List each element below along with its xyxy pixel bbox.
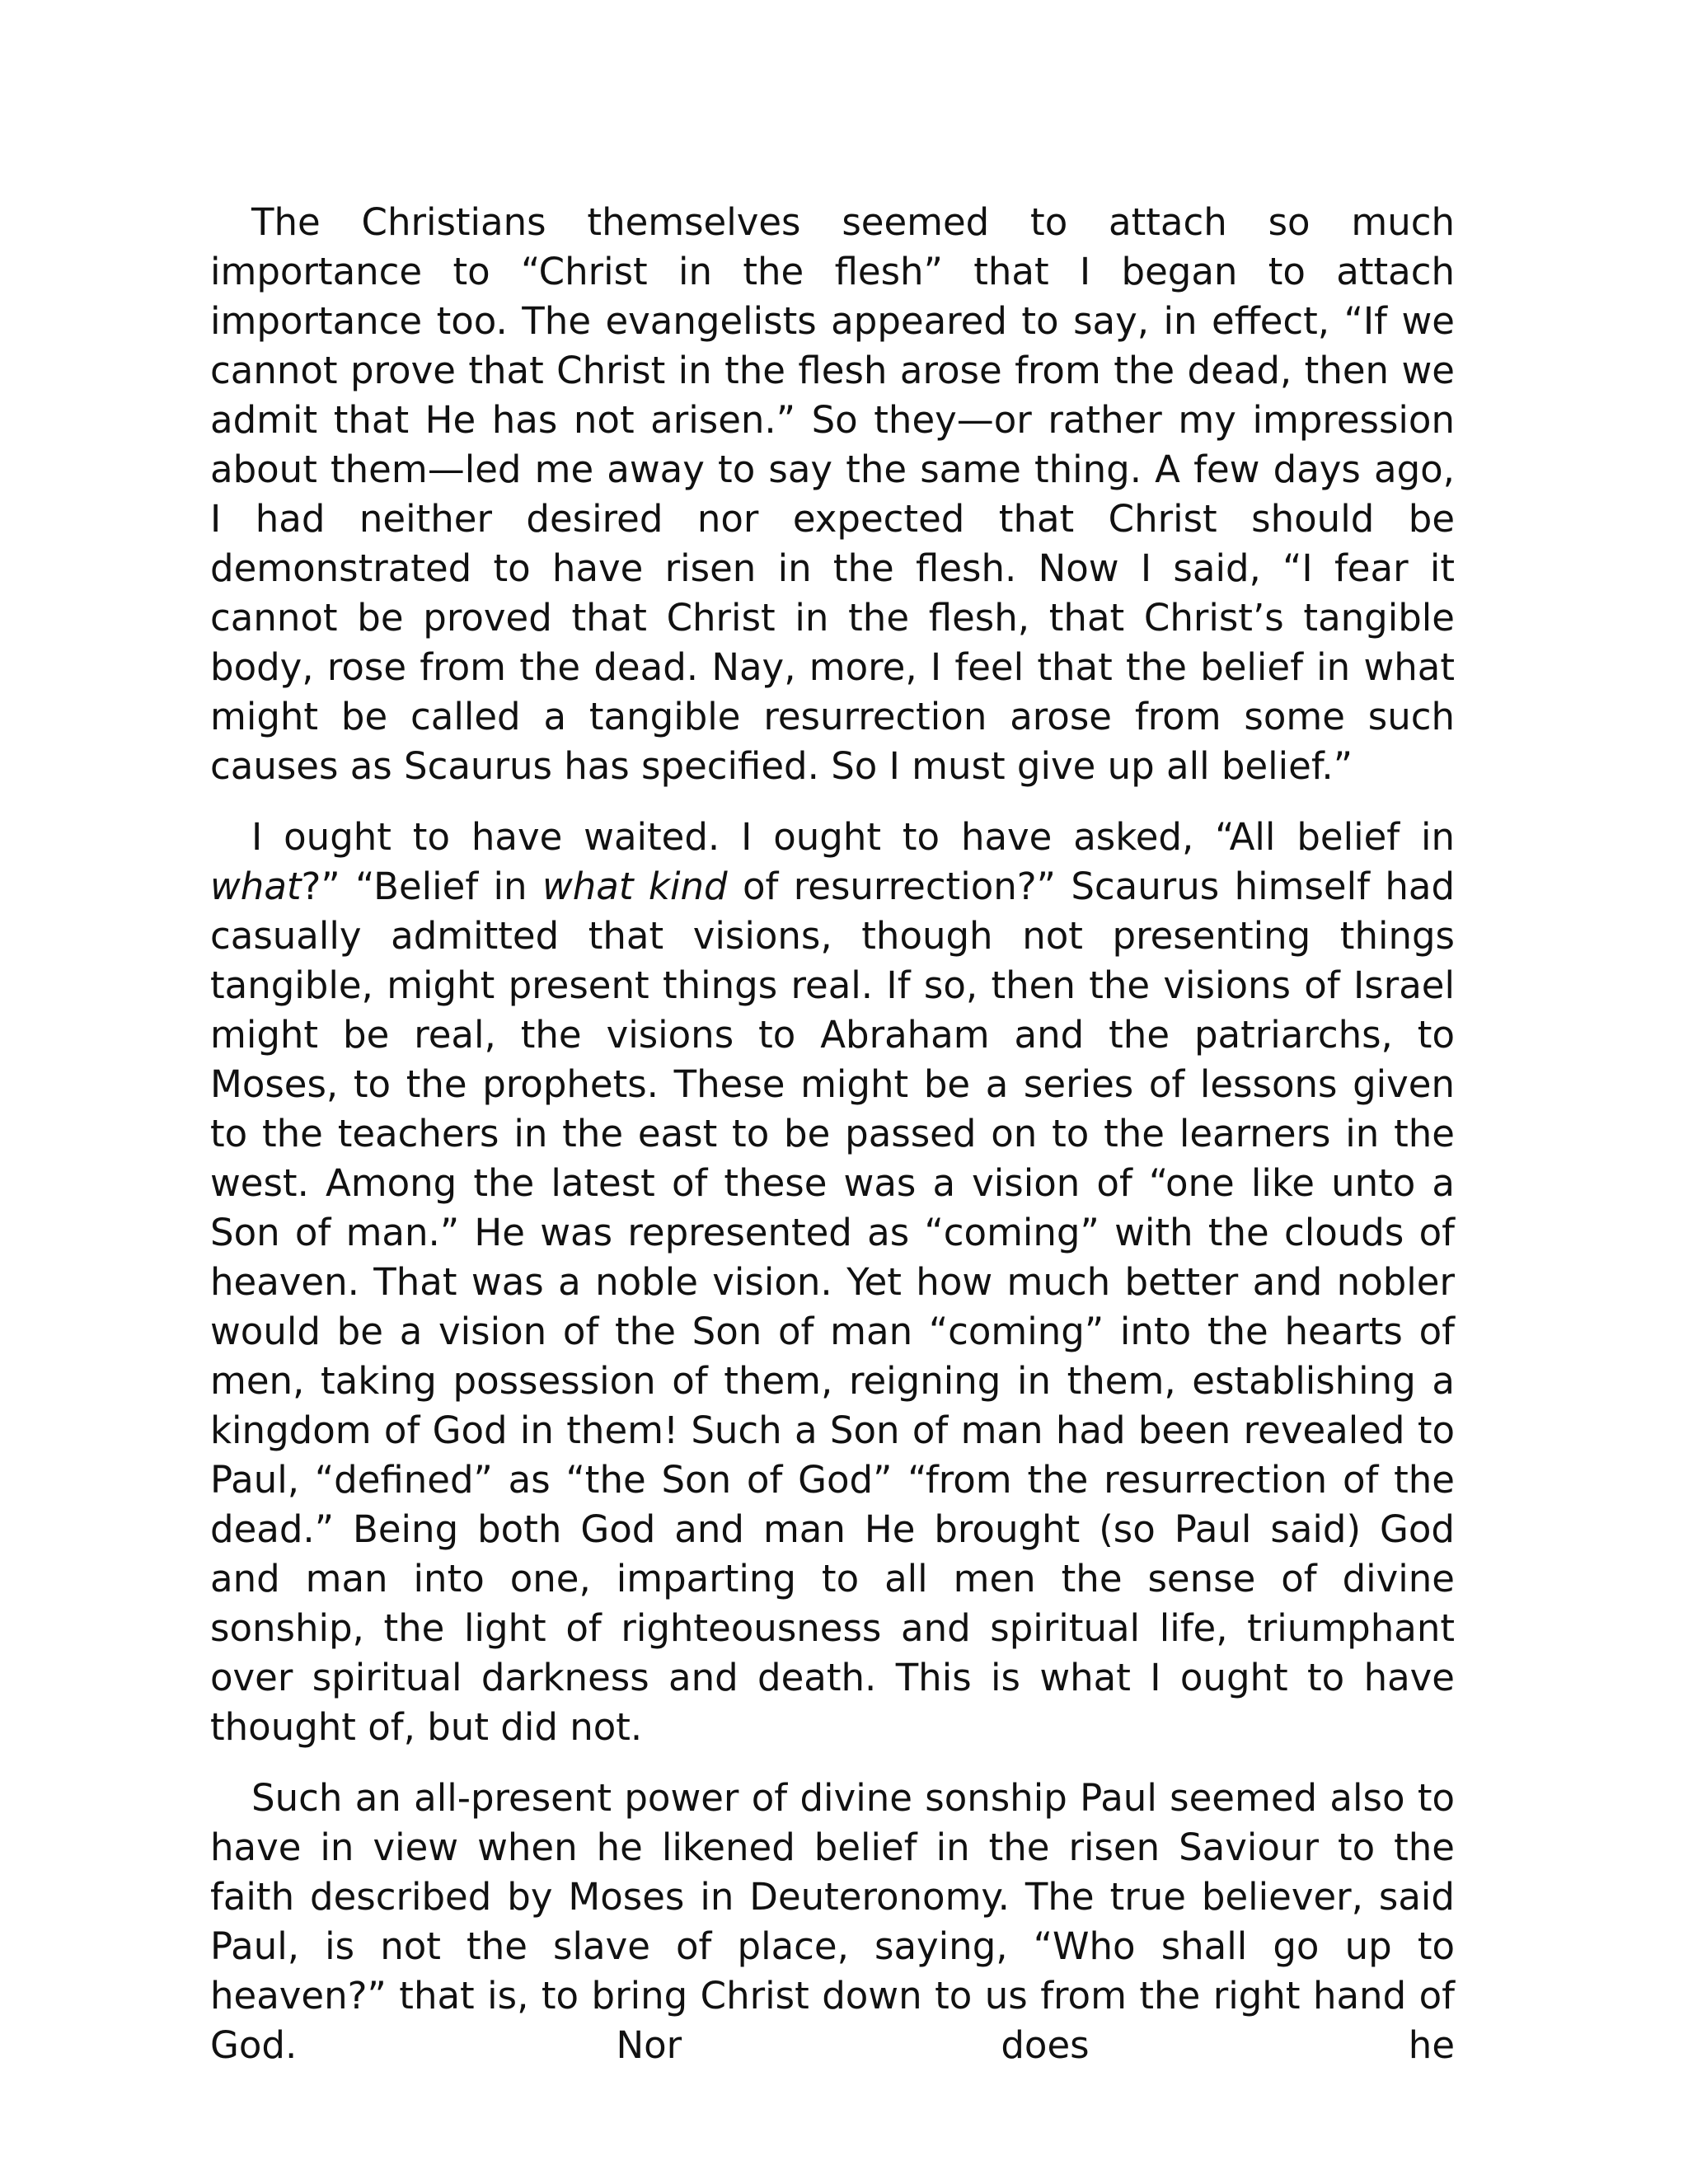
paragraph-2 <box>210 813 1455 1752</box>
paragraph-3-text: Such an all-present power of divine sonship Paul seemed also to have in view when he likened belief in the risen Saviour to the faith described by Moses in Deuteronomy. The true believer, said Paul, is not the slave of place, saying, “Who shall go up to heaven?” that is, to bring Christ down to us from the right hand of God. Nor does he <box>210 1776 1455 2067</box>
paragraph-2-text-a: I ought to have waited. I ought to have asked, “All belief in <box>251 815 1455 859</box>
paragraph-3 <box>210 1774 1455 2070</box>
paragraph-1-text: The Christians themselves seemed to attach so much importance to “Christ in the flesh” that I began to attach importance too. The evangelists appeared to say, in effect, “If we cannot prove that Christ in the flesh arose from the dead, then we admit that He has not arisen.” So they—or rather my impression about them—led me away to say the same thing. A few days ago, I had neither desired nor expected that Christ should be demonstrated to have risen in the flesh. Now I said, “I fear it cannot be proved that Christ in the flesh, that Christ’s tangible body, rose from the dead. Nay, more, I feel that the belief in what might be called a tangible resurrection arose from some such causes as Scaurus has specified. So I must give up all belief.” <box>210 200 1455 788</box>
paragraph-1 <box>210 198 1455 791</box>
italic-what-kind: what kind <box>542 865 728 908</box>
paragraph-2-text-c: of resurrection?” Scaurus himself had casually admitted that visions, though not presenting things tangible, might present things real. If so, then the visions of Israel might be real, the visions to Abraham and the patriarchs, to Moses, to the prophets. These might be a series of lessons given to the teachers in the east to be passed on to the learners in the west. Among the latest of these was a vision of “one like unto a Son of man.” He was represented as “coming” with the clouds of heaven. That was a noble vision. Yet how much better and nobler would be a vision of the Son of man “coming” into the hearts of men, taking possession of them, reigning in them, establishing a kingdom of God in them! Such a Son of man had been revealed to Paul, “defined” as “the Son of God” “from the resurrection of the dead.” Being both God and man He brought (so Paul said) God and man into one, imparting to all men the sense of divine sonship, the light of righteousness and spiritual life, triumphant over spiritual darkness and death. This is what I ought to have thought of, but did not. <box>210 865 1456 1749</box>
italic-what: what <box>210 865 302 908</box>
paragraph-2-text-b: ?” “Belief in <box>301 865 542 908</box>
body-text <box>210 198 1455 2092</box>
